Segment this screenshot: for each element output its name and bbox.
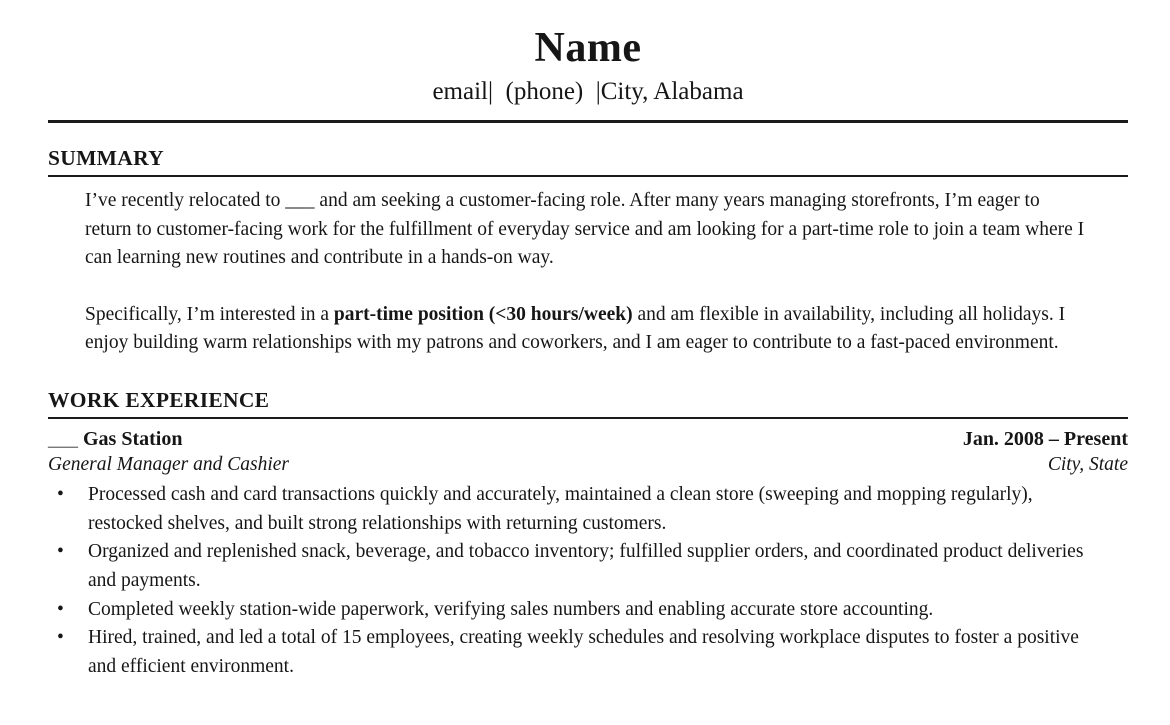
contact-line: email| (phone) |City, Alabama	[432, 78, 744, 106]
summary-paragraph-2	[85, 301, 1086, 358]
work-experience-section	[48, 388, 1128, 681]
company-name-blank: ___	[48, 427, 78, 450]
summary-heading: SUMMARY	[48, 146, 164, 171]
job-location: City, State	[1047, 453, 1128, 475]
summary-paragraph-2-tail: and am flexible in availability, including all holidays. I enjoy building warm relationships with my patrons and coworkers, and I am eager to contribute to a fast-paced environment.	[85, 303, 1066, 354]
header-divider	[48, 120, 1128, 123]
job-header-row	[48, 427, 1128, 452]
job-dates: Jan. 2008 – Present	[962, 427, 1128, 450]
summary-heading-rule	[48, 175, 1128, 177]
company-name-text: Gas Station	[78, 427, 183, 450]
work-experience-heading-rule	[48, 417, 1128, 419]
job-bullet-1: • Processed cash and card transactions quickly and accurately, maintained a clean store (sweeping and mopping regularly), restocked shelves, and built strong relationships with returning customers.	[48, 481, 1086, 538]
job-bullet-3: • Completed weekly station-wide paperwork, verifying sales numbers and enabling accurate store accounting.	[48, 596, 1086, 625]
company-name	[48, 427, 182, 452]
summary-paragraph-2-lead: Specifically, I’m interested in a	[85, 303, 334, 325]
document-header	[48, 24, 1128, 107]
job-title: General Manager and Cashier	[48, 453, 290, 475]
job-subheader-row	[48, 453, 1128, 477]
job-bullet-list	[48, 481, 1086, 681]
work-experience-heading: WORK EXPERIENCE	[48, 388, 270, 413]
summary-section	[48, 146, 1128, 358]
summary-paragraph-1: I’ve recently relocated to ___ and am seeking a customer-facing role. After many years managing storefronts, I’m eager to return to customer-facing work for the fulfillment of everyday service and am looking for a part-time role to join a team where I can learning new routines and contribute in a hands-on way.	[85, 190, 1085, 269]
job-bullet-2: • Organized and replenished snack, beverage, and tobacco inventory; fulfilled supplier orders, and coordinated product deliveries and payments.	[48, 538, 1086, 595]
job-bullet-4: • Hired, trained, and led a total of 15 employees, creating weekly schedules and resolving workplace disputes to foster a positive and efficient environment.	[48, 624, 1086, 681]
summary-paragraph-2-bold: part-time position (<30 hours/week)	[333, 303, 633, 325]
job-entry	[48, 427, 1128, 682]
resume-name: Name	[534, 25, 642, 71]
